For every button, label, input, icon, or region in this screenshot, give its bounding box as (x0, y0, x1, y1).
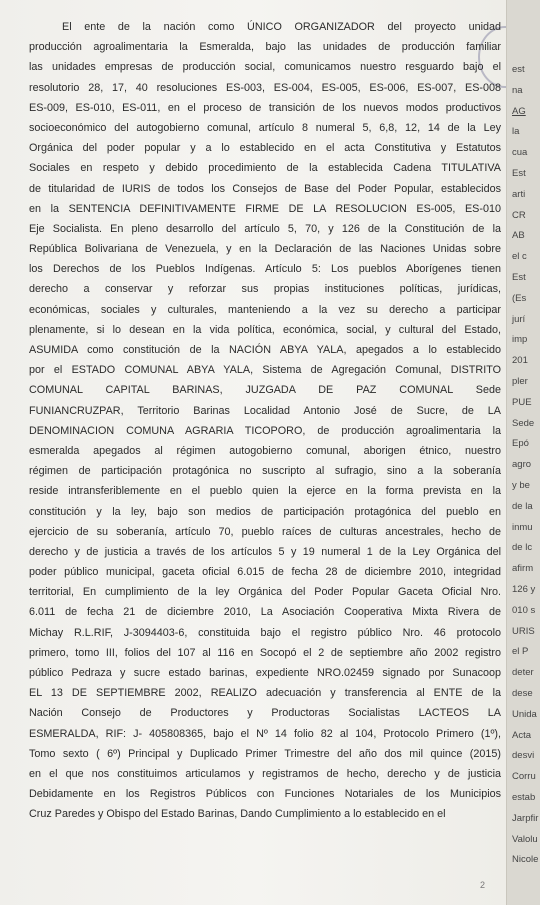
adjacent-page-fragment: y be (512, 480, 530, 491)
adjacent-page-edge (506, 0, 540, 905)
document-line: ejercicio de su soberanía, artículo 70, pueblo raíces de culturas ancestrales, hecho de (29, 525, 501, 538)
document-line: FUNIANCRUZPAR, Territorio Barinas Localidad Antonio José de Sucre, de LA (29, 404, 501, 417)
adjacent-page-fragment: inmu (512, 521, 533, 533)
adjacent-page-fragment: Epó (512, 438, 529, 450)
document-line: producción agroalimentaria la Esmeralda, bajo las unidades de producción familiar (29, 41, 501, 54)
adjacent-page-fragment: cua (512, 147, 528, 159)
adjacent-page-fragment: Sede (512, 417, 535, 429)
document-line: Cruz Paredes y Obispo del Estado Barinas, Dando Cumplimiento a lo establecido en el (29, 808, 446, 821)
document-line: público Pedraza y sucre estado barinas, expediente NRO.02459 signado por Sunacoop (29, 667, 501, 679)
adjacent-page-fragment: AB (512, 230, 525, 242)
document-line: en la SENTENCIA DEFINITIVAMENTE FIRME DE LA RESOLUCION ES-005, ES-010 (29, 202, 501, 215)
document-line: las unidades empresas de producción social, comunicamos nuestro resguardo bajo el (29, 61, 501, 74)
document-line: reside intransferiblemente en el pueblo quien la ejerce en la forma prevista en la (29, 485, 501, 498)
document-line: constitución y la ley, bajo son medios de participación protagónica del pueblo en (29, 505, 501, 518)
document-line: primero, tomo III, folios del 107 al 116 en Socopó el 2 de septiembre año 2002 registro (29, 646, 501, 659)
adjacent-page-fragment: Unida (512, 708, 537, 720)
document-line: derecho a conservar y reforzar sus propias instituciones políticas, jurídicas, (29, 283, 501, 296)
document-line: COMUNAL CAPITAL BARINAS, JUZGADA DE PAZ COMUNAL Sede (29, 384, 501, 397)
document-line: poder público municipal, gaceta oficial 6.015 de fecha 28 de diciembre 2010, integridad (29, 566, 501, 579)
adjacent-page-fragment: dese (512, 688, 533, 699)
adjacent-page-fragment: na (512, 84, 523, 96)
adjacent-page-fragment: la (512, 126, 520, 138)
document-line: Debidamente en los Registros Públicos con Funciones Notariales de los Municipios (29, 788, 501, 801)
document-body (29, 17, 501, 825)
document-line: DENOMINACION COMUNA AGRARIA TICOPORO, de producción agroalimentaria la (29, 424, 501, 437)
document-line: 6.011 de fecha 21 de diciembre 2010, La Asociación Cooperativa Mixta Rivera de (29, 606, 501, 619)
document-line: Eje Socialista. En pleno desarrollo del artículo 5, 70, y 126 de la Constitución de la (29, 222, 501, 235)
adjacent-page-fragment: afirm (512, 563, 534, 575)
document-line: ES-009, ES-010, ES-011, en el proceso de transición de los nuevos modos productivos (29, 101, 501, 114)
document-line: ASUMIDA como constitución de la NACIÓN ABYA YALA, apegados a lo establecido (29, 344, 501, 356)
adjacent-page-fragment: jurí (512, 313, 526, 325)
document-line: por el ESTADO COMUNAL ABYA YALA, Sistema de Agregación Comunal, DISTRITO (29, 364, 501, 377)
document-line: ESMERALDA, RIF: J- 405808365, bajo el Nº 14 folio 82 al 104, Protocolo Primero (1º), (29, 727, 501, 740)
adjacent-page-fragment: estab (512, 792, 536, 803)
adjacent-page-fragment: agro (512, 459, 532, 471)
adjacent-page-fragment: URIS (512, 625, 535, 637)
adjacent-page-fragment: (Es (512, 292, 527, 304)
document-line: Tomo sexto ( 6º) Principal y Duplicado Primer Trimestre del año dos mil quince (2015) (29, 747, 501, 760)
adjacent-page-fragment: Corru (512, 771, 536, 783)
document-line: plenamente, si lo desean en la vida política, económica, social, y cultural del Estado, (29, 323, 501, 336)
document-line: derecho y de justicia a través de los artículos 5 y 19 numeral 1 de la Ley Orgánica del (29, 545, 501, 558)
page-number: 2 (480, 880, 486, 890)
adjacent-page-fragment: AG (512, 105, 526, 117)
adjacent-page-fragment: 010 s (512, 604, 536, 616)
adjacent-page-fragment: deter (512, 667, 534, 679)
adjacent-page-fragment: de lc (512, 542, 533, 554)
document-line: los Derechos de los Pueblos Indígenas. Artículo 5: Los pueblos Aborígenes tienen (29, 263, 501, 276)
document-line: esmeralda apegados al régimen autogobierno comunal, aborigen étnico, nuestro (29, 444, 501, 457)
adjacent-page-fragment: arti (512, 188, 526, 200)
document-line: Nación Consejo de Productores y Productoras Socialistas LACTEOS LA (29, 707, 501, 720)
document-line: El ente de la nación como ÚNICO ORGANIZADOR del proyecto unidad (62, 21, 501, 33)
adjacent-page-fragment: CR (512, 209, 526, 221)
adjacent-page-fragment: Jarpfir (512, 812, 539, 824)
document-line: Orgánica del poder popular y a lo establecido en el acta Constitutiva y Estatutos (29, 142, 501, 155)
document-line: económicas, sociales y culturales, manteniendo a la vez su derecho a participar (29, 303, 501, 316)
adjacent-page-fragment: el P (512, 646, 529, 658)
adjacent-page-fragment: desvi (512, 750, 535, 762)
adjacent-page-fragment: Nicole (512, 854, 539, 866)
adjacent-page-fragment: 126 y (512, 584, 536, 595)
adjacent-page-fragment: 201 (512, 355, 528, 367)
adjacent-page-fragment: PUE (512, 396, 532, 408)
document-line: resolutorio 28, 17, 40 resoluciones ES-003, ES-004, ES-005, ES-006, ES-007, ES-008 (29, 81, 501, 94)
adjacent-page-fragment: Valolu (512, 833, 538, 845)
adjacent-page-fragment: pler (512, 376, 528, 387)
document-line: en el que nos constituimos articulamos y registramos de hecho, derecho y de justicia (29, 767, 501, 780)
document-line: Sociales en respeto y debido procedimiento de la establecida Cadena TITULATIVA (29, 162, 501, 175)
document-line: territorial, En cumplimiento de la ley Orgánica del Poder Popular Gaceta Oficial Nro. (29, 586, 501, 599)
document-line: EL 13 DE SEPTIEMBRE 2002, REALIZO adecuación y transferencia al ENTE de la (29, 687, 501, 700)
adjacent-page-fragment: Est (512, 168, 526, 179)
adjacent-page-fragment: de la (512, 500, 533, 512)
adjacent-page-fragment: Est (512, 272, 526, 283)
adjacent-page-fragment: est (512, 64, 525, 75)
document-line: República Bolivariana de Venezuela, y en la Declaración de las Naciones Unidas sobre (29, 243, 501, 256)
document-line: régimen de participación protagónica no suscripto al sufragio, sino a la soberanía (29, 465, 501, 478)
adjacent-page-fragment: el c (512, 251, 527, 263)
adjacent-page-fragment: imp (512, 334, 528, 346)
adjacent-page-fragment: Acta (512, 729, 532, 741)
document-line: socioeconómico del autogobierno comunal, artículo 8 numeral 5, 6,8, 12, 14 de la Ley (29, 121, 501, 134)
document-line: de titularidad de IURIS de todos los Consejos de Base del Poder Popular, establecidos (29, 182, 501, 195)
document-line: Michay R.L.RIF, J-3094403-6, constituida bajo el registro público Nro. 46 protocolo (29, 626, 501, 639)
